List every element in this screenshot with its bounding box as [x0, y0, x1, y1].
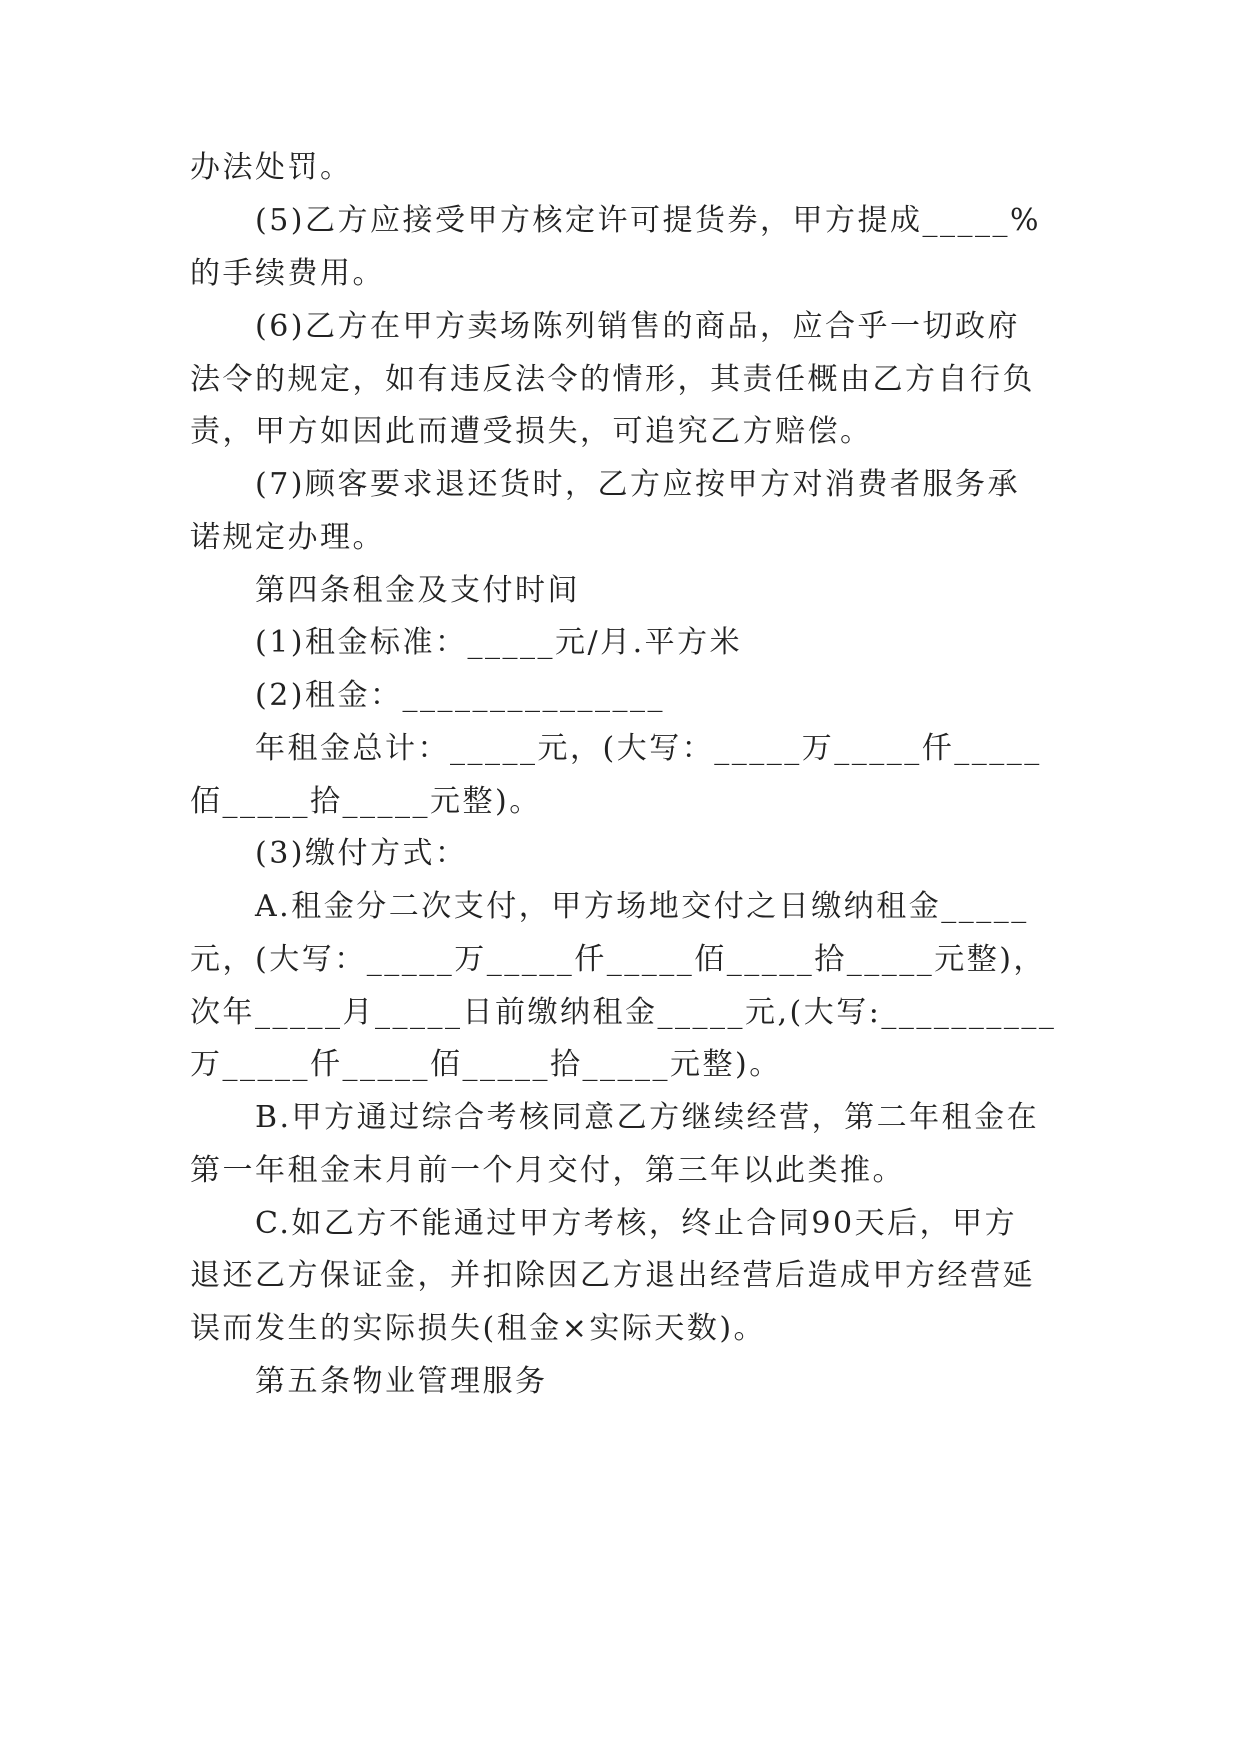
text-line: (7)顾客要求退还货时，乙方应按甲方对消费者服务承: [255, 467, 1020, 502]
text-line: 次年_____月_____日前缴纳租金_____元,(大写:__________: [190, 995, 1057, 1030]
text-line: 法令的规定，如有违反法令的情形，其责任概由乙方自行负: [190, 362, 1035, 397]
text-line: 第一年租金末月前一个月交付，第三年以此类推。: [190, 1153, 905, 1188]
text-line: (6)乙方在甲方卖场陈列销售的商品，应合乎一切政府: [255, 309, 1020, 344]
text-line: A.租金分二次支付，甲方场地交付之日缴纳租金_____: [255, 889, 1029, 924]
text-line: 佰_____拾_____元整)。: [190, 784, 542, 819]
section-heading: 第五条物业管理服务: [255, 1364, 548, 1399]
section-heading: 第四条租金及支付时间: [255, 573, 580, 608]
text-line: 责，甲方如因此而遭受损失，可追究乙方赔偿。: [190, 414, 873, 449]
text-line: 办法处罚。: [190, 150, 353, 185]
text-line: (5)乙方应接受甲方核定许可提货券，甲方提成_____%: [255, 203, 1042, 238]
text-line: (2)租金：_______________: [255, 678, 665, 713]
text-line: (1)租金标准：_____元/月.平方米: [255, 625, 743, 660]
text-line: 退还乙方保证金，并扣除因乙方退出经营后造成甲方经营延: [190, 1258, 1035, 1293]
text-line: 的手续费用。: [190, 256, 385, 291]
text-line: 万_____仟_____佰_____拾_____元整)。: [190, 1047, 782, 1082]
text-line: B.甲方通过综合考核同意乙方继续经营，第二年租金在: [255, 1100, 1040, 1135]
text-line: 诺规定办理。: [190, 520, 385, 555]
text-line: 元，(大写：_____万_____仟_____佰_____拾_____元整)，: [190, 942, 1046, 977]
text-line: 年租金总计：_____元，(大写：_____万_____仟_____: [255, 731, 1042, 766]
text-line: (3)缴付方式：: [255, 836, 468, 871]
text-line: C.如乙方不能通过甲方考核，终止合同90天后，甲方: [255, 1206, 1018, 1241]
text-line: 误而发生的实际损失(租金×实际天数)。: [190, 1311, 767, 1346]
